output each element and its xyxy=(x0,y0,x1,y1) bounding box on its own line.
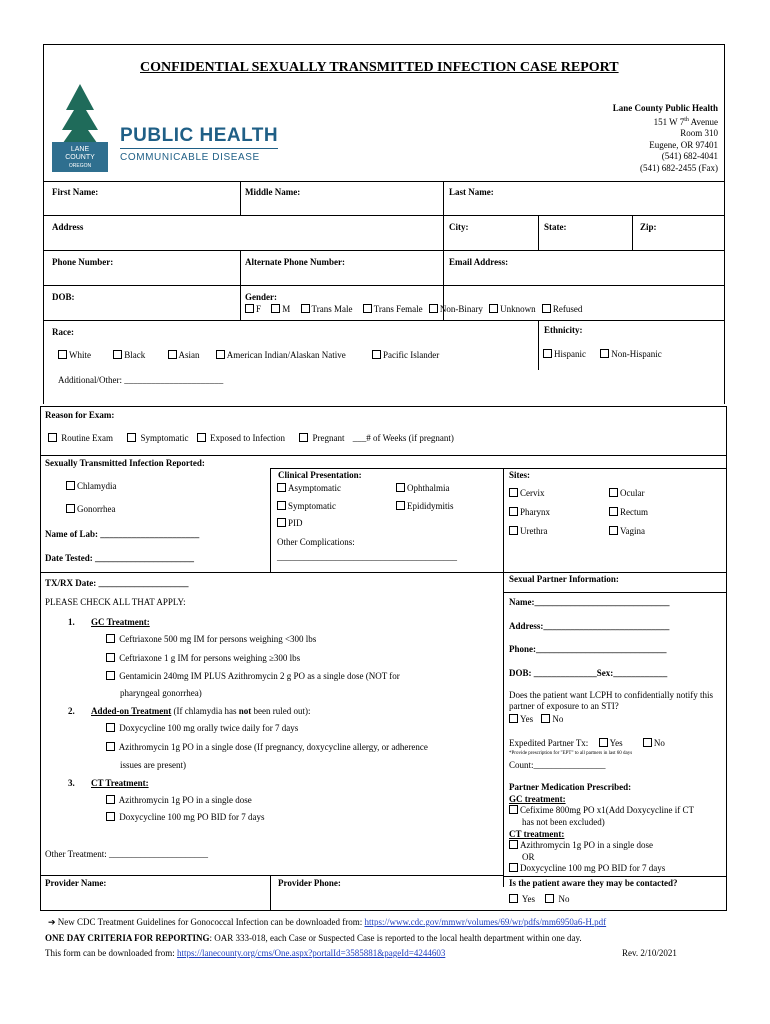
vrule-d xyxy=(632,215,633,250)
vrule-e xyxy=(240,250,241,320)
checkbox[interactable] xyxy=(106,671,115,680)
sti-chlamydia[interactable]: Chlamydia xyxy=(66,481,117,491)
first-name-label: First Name: xyxy=(52,187,99,197)
addon-item-2[interactable]: Azithromycin 1g PO in a single dose (If pregnancy, doxycycline allergy, or adherence xyxy=(106,742,428,752)
frame-left xyxy=(43,44,44,404)
checkbox[interactable] xyxy=(106,653,115,662)
checkbox[interactable] xyxy=(489,304,498,313)
weeks-pregnant[interactable]: ___# of Weeks (if pregnant) xyxy=(352,433,454,443)
checkbox[interactable] xyxy=(66,504,75,513)
partner-address[interactable]: Address:____________________________ xyxy=(509,621,670,631)
site-ocular[interactable]: Ocular xyxy=(609,488,645,498)
date-tested[interactable]: Date Tested: ______________________ xyxy=(45,553,194,563)
ct-item-2[interactable]: Doxycycline 100 mg PO BID for 7 days xyxy=(106,812,264,822)
download-line: This form can be downloaded from: https://lanecounty.org/cms/One.aspx?portalId=3585881&pageId=4244603 xyxy=(45,948,446,958)
gender-options xyxy=(245,304,582,314)
email-label: Email Address: xyxy=(449,257,509,267)
race-black[interactable]: Black xyxy=(113,350,145,360)
ethnicity-hispanic[interactable]: Hispanic xyxy=(543,349,586,359)
checkbox[interactable] xyxy=(271,304,280,313)
checkbox[interactable] xyxy=(277,518,286,527)
other-complications: Other Complications: xyxy=(277,537,355,547)
other-complications-line[interactable]: ________________________________________ xyxy=(277,552,457,562)
ept-label: Expedited Partner Tx: xyxy=(509,738,589,748)
checkbox[interactable] xyxy=(609,488,618,497)
checkbox[interactable] xyxy=(609,526,618,535)
agency-address xyxy=(613,103,718,174)
logo-county-line1: LANE xyxy=(70,146,90,153)
rule-1 xyxy=(43,181,725,182)
addon-title-row: Added-on Treatment (If chlamydia has not been ruled out): xyxy=(91,706,311,716)
gender-label: Gender: xyxy=(245,292,277,302)
vrule-f xyxy=(538,320,539,370)
checkbox[interactable] xyxy=(543,349,552,358)
site-vagina[interactable]: Vagina xyxy=(609,526,645,536)
clinical-heading: Clinical Presentation: xyxy=(278,470,362,480)
lab-name[interactable]: Name of Lab: ______________________ xyxy=(45,529,200,539)
addon-item-1[interactable]: Doxycycline 100 mg orally twice daily for 7 days xyxy=(106,723,298,733)
checkbox[interactable] xyxy=(509,526,518,535)
gender-m[interactable]: M xyxy=(271,304,290,314)
gender-f[interactable]: F xyxy=(245,304,261,314)
gender-non-binary[interactable]: Non-Binary xyxy=(429,304,483,314)
partner-heading: Sexual Partner Information: xyxy=(509,574,619,584)
gc-item-1[interactable]: Ceftriaxone 500 mg IM for persons weighing <300 lbs xyxy=(106,634,316,644)
frame-top xyxy=(43,44,725,45)
alt-phone-label: Alternate Phone Number: xyxy=(245,257,345,267)
gc-num: 1. xyxy=(68,617,75,627)
ept-note: *Provide prescription for "EPT" to all partners in last 60 days xyxy=(509,751,633,756)
txrx-date[interactable]: TX/RX Date: ____________________ xyxy=(45,578,189,588)
provider-name[interactable]: Provider Name: xyxy=(45,878,107,888)
partner-rule xyxy=(503,592,726,593)
zip-label: Zip: xyxy=(640,222,657,232)
checkbox[interactable] xyxy=(106,742,115,751)
checkbox[interactable] xyxy=(509,894,518,903)
addon-num: 2. xyxy=(68,706,75,716)
site-pharynx[interactable]: Pharynx xyxy=(509,507,550,517)
aware-top xyxy=(503,876,726,877)
gc-item-3-cont: pharyngeal gonorrhea) xyxy=(120,688,202,698)
checkbox[interactable] xyxy=(545,894,554,903)
ethnicity-label: Ethnicity: xyxy=(544,325,583,335)
middle-name-label: Middle Name: xyxy=(245,187,301,197)
reason-pregnant[interactable]: Pregnant xyxy=(299,433,344,443)
gc-item-2[interactable]: Ceftriaxone 1 g IM for persons weighing ≥300 lbs xyxy=(106,653,300,663)
agency-street: 151 W 7th Avenue xyxy=(653,116,718,127)
phone-label: Phone Number: xyxy=(52,257,114,267)
address-label: Address xyxy=(52,222,84,232)
reason-exposed[interactable]: Exposed to Infection xyxy=(197,433,285,443)
lower-left xyxy=(40,406,41,911)
gender-trans-male[interactable]: Trans Male xyxy=(301,304,353,314)
notify-options xyxy=(509,714,563,724)
checkbox[interactable] xyxy=(106,795,115,804)
notify-yes[interactable]: Yes xyxy=(509,714,533,724)
partner-ct-med-1[interactable]: Azithromycin 1g PO in a single dose xyxy=(509,840,653,850)
vrule-a xyxy=(240,181,241,215)
provider-top xyxy=(40,875,504,876)
agency-room: Room 310 xyxy=(680,128,718,138)
checkbox[interactable] xyxy=(197,433,206,442)
reason-symptomatic[interactable]: Symptomatic xyxy=(127,433,188,443)
clinical-pid[interactable]: PID xyxy=(277,518,303,528)
notify-question: Does the patient want LCPH to confidentially notify this partner of exposure to an STI? xyxy=(509,690,713,711)
checkbox[interactable] xyxy=(541,714,550,723)
reason-options xyxy=(48,433,454,443)
city-label: City: xyxy=(449,222,469,232)
dob-label: DOB: xyxy=(52,292,75,302)
checkbox[interactable] xyxy=(509,805,518,814)
logo-county-line2: COUNTY xyxy=(65,154,95,161)
sti-gonorrhea[interactable]: Gonorrhea xyxy=(66,504,115,514)
gc-title: GC Treatment: xyxy=(91,617,150,627)
clinical-top xyxy=(270,468,726,469)
aware-options xyxy=(509,894,570,904)
checkbox[interactable] xyxy=(429,304,438,313)
lower-bottom xyxy=(40,910,726,911)
gc-item-3[interactable]: Gentamicin 240mg IM PLUS Azithromycin 2 g PO as a single dose (NOT for xyxy=(106,671,400,681)
clinical-asymptomatic[interactable]: Asymptomatic xyxy=(277,483,341,493)
ept-yes[interactable]: Yes xyxy=(599,738,623,748)
cdc-guidelines: ➔ New CDC Treatment Guidelines for Gonococcal Infection can be downloaded from: https://www.cdc.gov/mmwr/volumes/69/wr/pdfs/mm6950a6-H.pdf xyxy=(48,917,607,927)
checkbox[interactable] xyxy=(245,304,254,313)
sites-heading: Sites: xyxy=(509,470,530,480)
aware-no[interactable]: No xyxy=(545,894,569,904)
partner-dob-sex[interactable]: DOB: ______________Sex:____________ xyxy=(509,668,668,678)
logo-communicable-disease: COMMUNICABLE DISEASE xyxy=(120,152,260,163)
lower-right xyxy=(726,406,727,911)
checkbox[interactable] xyxy=(363,304,372,313)
checkbox[interactable] xyxy=(372,350,381,359)
gender-trans-female[interactable]: Trans Female xyxy=(363,304,423,314)
checkbox[interactable] xyxy=(396,501,405,510)
agency-city: Eugene, OR 97401 xyxy=(649,139,718,150)
sites-vrule xyxy=(503,468,504,887)
checkbox[interactable] xyxy=(106,723,115,732)
race-asian[interactable]: Asian xyxy=(168,350,200,360)
notify-no[interactable]: No xyxy=(541,714,563,724)
clinical-epididymitis[interactable]: Epididymitis xyxy=(396,501,454,511)
reporting-criteria: ONE DAY CRITERIA FOR REPORTING: OAR 333-018, each Case or Suspected Case is reported to the local health department within one day. xyxy=(45,933,582,943)
cdc-link[interactable]: https://www.cdc.gov/mmwr/volumes/69/wr/pdfs/mm6950a6-H.pdf xyxy=(364,917,607,927)
agency-phone: (541) 682-4041 xyxy=(661,151,718,161)
race-pacific-islander[interactable]: Pacific Islander xyxy=(372,350,439,360)
ct-title: CT Treatment: xyxy=(91,778,149,788)
logo-rule xyxy=(120,148,278,149)
checkbox[interactable] xyxy=(58,350,67,359)
partner-gc-med[interactable]: Cefixime 800mg PO x1(Add Doxycycline if CT xyxy=(509,805,694,815)
ct-item-1[interactable]: Azithromycin 1g PO in a single dose xyxy=(106,795,252,805)
race-american-indian[interactable]: American Indian/Alaskan Native xyxy=(216,350,346,360)
sti-heading: Sexually Transmitted Infection Reported: xyxy=(45,458,205,468)
checkbox[interactable] xyxy=(168,350,177,359)
logo-county xyxy=(56,146,104,170)
reason-label: Reason for Exam: xyxy=(45,410,115,420)
agency-fax: (541) 682-2455 (Fax) xyxy=(640,162,718,173)
partner-ct-med-2[interactable]: Doxycycline 100 mg PO BID for 7 days xyxy=(509,863,665,873)
checkbox[interactable] xyxy=(643,738,652,747)
checkbox[interactable] xyxy=(396,483,405,492)
checkbox[interactable] xyxy=(509,840,518,849)
form-title: CONFIDENTIAL SEXUALLY TRANSMITTED INFECTION CASE REPORT xyxy=(140,60,619,75)
sti-top xyxy=(40,455,726,456)
logo-public-health: PUBLIC HEALTH xyxy=(120,125,279,146)
rule-4 xyxy=(43,285,725,286)
partner-gc-med-cont: has not been excluded) xyxy=(522,817,605,827)
ept-count[interactable]: Count:________________ xyxy=(509,760,606,770)
aware-question: Is the patient aware they may be contacted? xyxy=(509,878,678,888)
partner-gc-treatment: GC treatment: xyxy=(509,794,566,804)
addon-item-2-cont: issues are present) xyxy=(120,760,186,770)
clinical-symptomatic[interactable]: Symptomatic xyxy=(277,501,336,511)
site-urethra[interactable]: Urethra xyxy=(509,526,547,536)
checkbox[interactable] xyxy=(509,714,518,723)
checkbox[interactable] xyxy=(113,350,122,359)
partner-phone[interactable]: Phone:_____________________________ xyxy=(509,644,667,654)
checkbox[interactable] xyxy=(299,433,308,442)
race-options xyxy=(58,350,439,360)
checkbox[interactable] xyxy=(509,507,518,516)
checkbox[interactable] xyxy=(48,433,57,442)
checkbox[interactable] xyxy=(277,483,286,492)
checkbox[interactable] xyxy=(106,634,115,643)
revision-date: Rev. 2/10/2021 xyxy=(622,948,677,958)
checkbox[interactable] xyxy=(509,488,518,497)
exam-top xyxy=(40,406,726,407)
vrule-b xyxy=(443,181,444,320)
state-label: State: xyxy=(544,222,567,232)
frame-right xyxy=(724,44,725,404)
ept-no[interactable]: No xyxy=(643,738,665,748)
race-white[interactable]: White xyxy=(58,350,91,360)
checkbox[interactable] xyxy=(216,350,225,359)
rule-3 xyxy=(43,250,725,251)
gender-refused[interactable]: Refused xyxy=(542,304,583,314)
checkbox[interactable] xyxy=(509,863,518,872)
arrow-right-icon: ➔ xyxy=(48,917,56,927)
reason-routine[interactable]: Routine Exam xyxy=(48,433,113,443)
aware-yes[interactable]: Yes xyxy=(509,894,535,904)
ethnicity-non-hispanic[interactable]: Non-Hispanic xyxy=(600,349,662,359)
provider-vrule xyxy=(270,875,271,911)
race-label: Race: xyxy=(52,327,74,337)
ethnicity-options xyxy=(543,349,662,359)
checkbox[interactable] xyxy=(277,501,286,510)
checkbox[interactable] xyxy=(106,812,115,821)
sti-vrule xyxy=(270,468,271,572)
gender-unknown[interactable]: Unknown xyxy=(489,304,536,314)
last-name-label: Last Name: xyxy=(449,187,494,197)
ct-num: 3. xyxy=(68,778,75,788)
other-treatment[interactable]: Other Treatment: ______________________ xyxy=(45,849,208,859)
site-cervix[interactable]: Cervix xyxy=(509,488,545,498)
site-rectum[interactable]: Rectum xyxy=(609,507,648,517)
checkbox[interactable] xyxy=(609,507,618,516)
logo-county-line3: OREGON xyxy=(68,163,92,169)
checkbox[interactable] xyxy=(599,738,608,747)
vrule-c xyxy=(538,215,539,250)
checkbox[interactable] xyxy=(301,304,310,313)
checkbox[interactable] xyxy=(600,349,609,358)
checkbox[interactable] xyxy=(127,433,136,442)
download-link[interactable]: https://lanecounty.org/cms/One.aspx?portalId=3585881&pageId=4244603 xyxy=(176,948,446,958)
rule-2 xyxy=(43,215,725,216)
partner-ct-treatment: CT treatment: xyxy=(509,829,565,839)
additional-other: Additional/Other: ______________________ xyxy=(58,375,224,385)
checkbox[interactable] xyxy=(542,304,551,313)
agency-name: Lane County Public Health xyxy=(612,103,718,113)
tx-top xyxy=(40,572,726,573)
clinical-ophthalmia[interactable]: Ophthalmia xyxy=(396,483,450,493)
partner-med-heading: Partner Medication Prescribed: xyxy=(509,782,632,792)
partner-name[interactable]: Name:______________________________ xyxy=(509,597,670,607)
ept-row xyxy=(509,738,665,748)
rule-5 xyxy=(43,320,725,321)
partner-ct-or: OR xyxy=(522,852,535,862)
provider-phone[interactable]: Provider Phone: xyxy=(278,878,341,888)
check-all: PLEASE CHECK ALL THAT APPLY: xyxy=(45,597,186,607)
checkbox[interactable] xyxy=(66,481,75,490)
